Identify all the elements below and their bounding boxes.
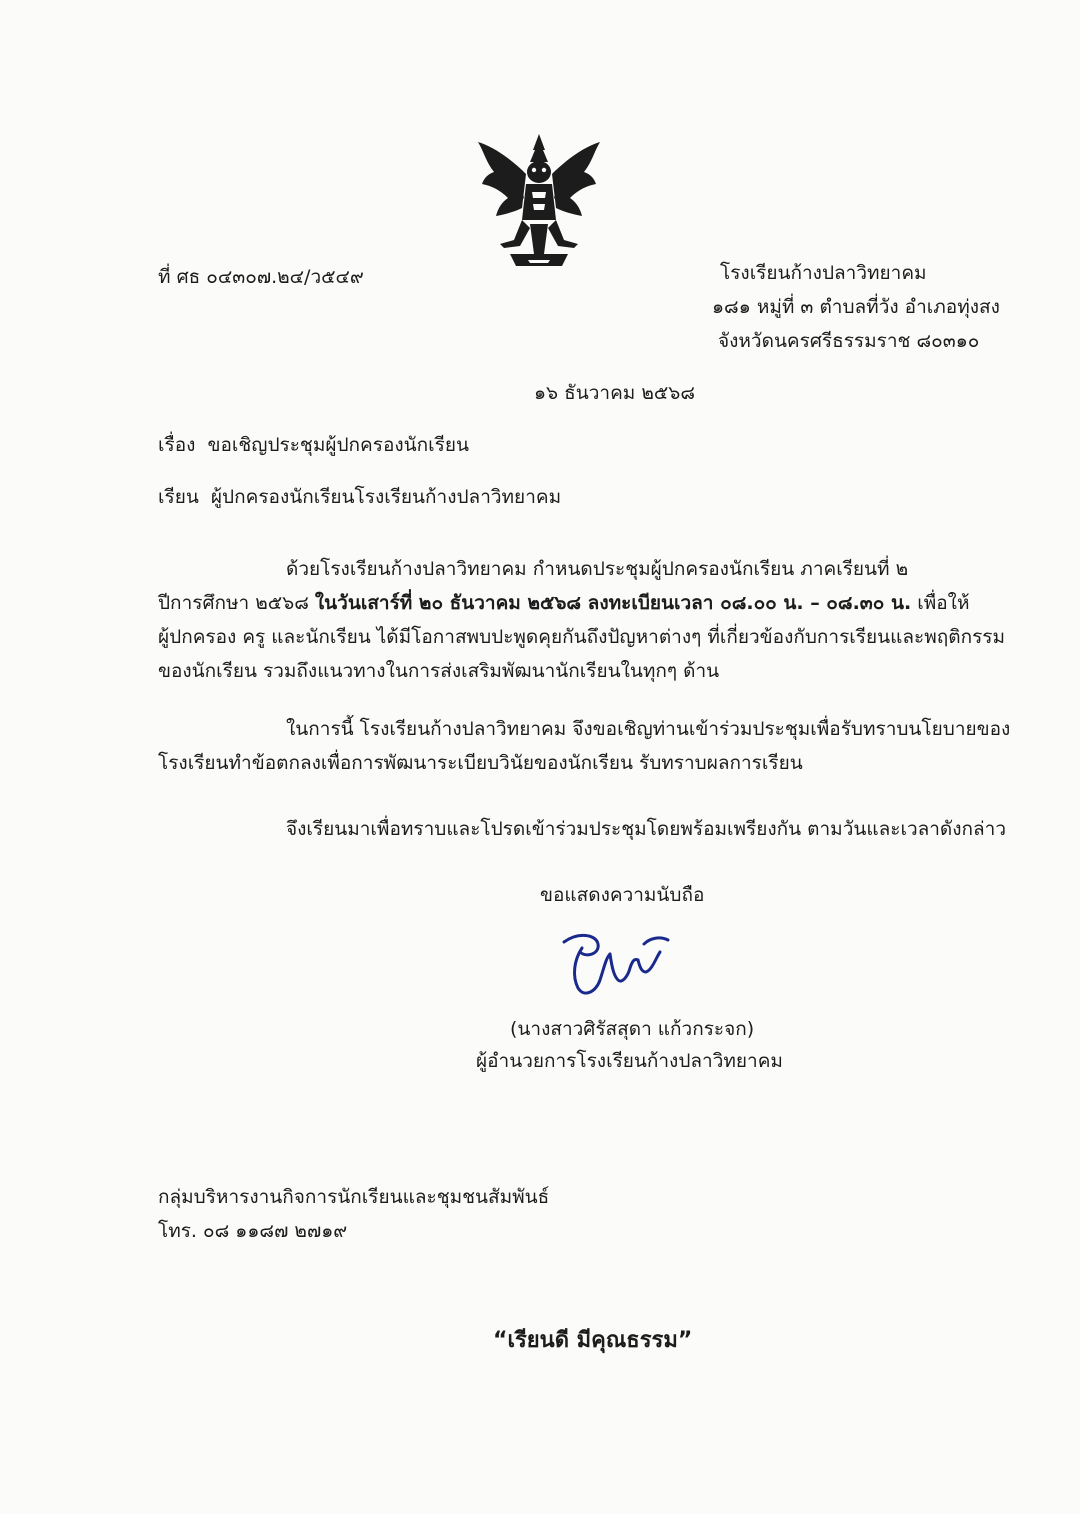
paragraph-1-line-2 <box>158 586 1005 620</box>
reference-number: ที่ ศธ ๐๔๓๐๗.๒๔/ว๕๔๙ <box>158 266 364 288</box>
school-motto: “เรียนดี มีคุณธรรม” <box>493 1328 693 1353</box>
signer-name: (นางสาวศิรัสสุดา แก้วกระจก) <box>510 1018 755 1040</box>
handwritten-signature <box>556 928 676 1002</box>
address-line-1: ๑๘๑ หมู่ที่ ๓ ตำบลที่วัง อำเภอทุ่งสง <box>712 296 1000 318</box>
paragraph-1-line-4: ของนักเรียน รวมถึงแนวทางในการส่งเสริมพัฒนานักเรียนในทุกๆ ด้าน <box>158 660 720 682</box>
address-line-2: จังหวัดนครศรีธรรมราช ๘๐๓๑๐ <box>718 330 980 352</box>
subject-label: เรื่อง <box>158 434 196 456</box>
contact-phone: โทร. ๐๘ ๑๑๘๗ ๒๗๑๙ <box>158 1220 348 1242</box>
garuda-emblem-icon <box>470 128 608 270</box>
subject-line <box>158 434 469 457</box>
body-paragraph-1 <box>158 552 1005 688</box>
paragraph-1-line-2-end: เพื่อให้ <box>911 592 970 614</box>
recipient-line <box>158 486 561 509</box>
paragraph-1-line-3: ผู้ปกครอง ครู และนักเรียน ได้มีโอกาสพบปะพูดคุยกันถึงปัญหาต่างๆ ที่เกี่ยวข้องกับการเรียนและพฤติกรรม <box>158 626 1006 648</box>
paragraph-2-line-1: ในการนี้ โรงเรียนก้างปลาวิทยาคม จึงขอเชิญท่านเข้าร่วมประชุมเพื่อรับทราบนโยบายของ <box>286 718 1011 740</box>
body-paragraph-3 <box>158 812 1006 846</box>
signer-title: ผู้อำนวยการโรงเรียนก้างปลาวิทยาคม <box>476 1050 783 1072</box>
department-name: กลุ่มบริหารงานกิจการนักเรียนและชุมชนสัมพันธ์ <box>158 1186 550 1208</box>
subject-text: ขอเชิญประชุมผู้ปกครองนักเรียน <box>207 434 469 456</box>
meeting-date-time: ในวันเสาร์ที่ ๒๐ ธันวาคม ๒๕๖๘ ลงทะเบียนเวลา ๐๘.๐๐ น. – ๐๘.๓๐ น. <box>314 592 912 614</box>
paragraph-1-line-2-start: ปีการศึกษา ๒๕๖๘ <box>158 592 315 614</box>
paragraph-1-line-1: ด้วยโรงเรียนก้างปลาวิทยาคม กำหนดประชุมผู้ปกครองนักเรียน ภาคเรียนที่ ๒ <box>286 558 909 580</box>
body-paragraph-2 <box>158 712 1010 780</box>
recipient-text: ผู้ปกครองนักเรียนโรงเรียนก้างปลาวิทยาคม <box>210 486 562 508</box>
paragraph-3-line-1: จึงเรียนมาเพื่อทราบและโปรดเข้าร่วมประชุมโดยพร้อมเพรียงกัน ตามวันและเวลาดังกล่าว <box>286 818 1007 840</box>
closing-salutation: ขอแสดงความนับถือ <box>540 884 705 906</box>
letter-date: ๑๖ ธันวาคม ๒๕๖๘ <box>534 382 695 404</box>
recipient-label: เรียน <box>158 486 199 508</box>
school-name: โรงเรียนก้างปลาวิทยาคม <box>720 262 927 284</box>
paragraph-2-line-2: โรงเรียนทำข้อตกลงเพื่อการพัฒนาระเบียบวินัยของนักเรียน รับทราบผลการเรียน <box>158 752 803 774</box>
